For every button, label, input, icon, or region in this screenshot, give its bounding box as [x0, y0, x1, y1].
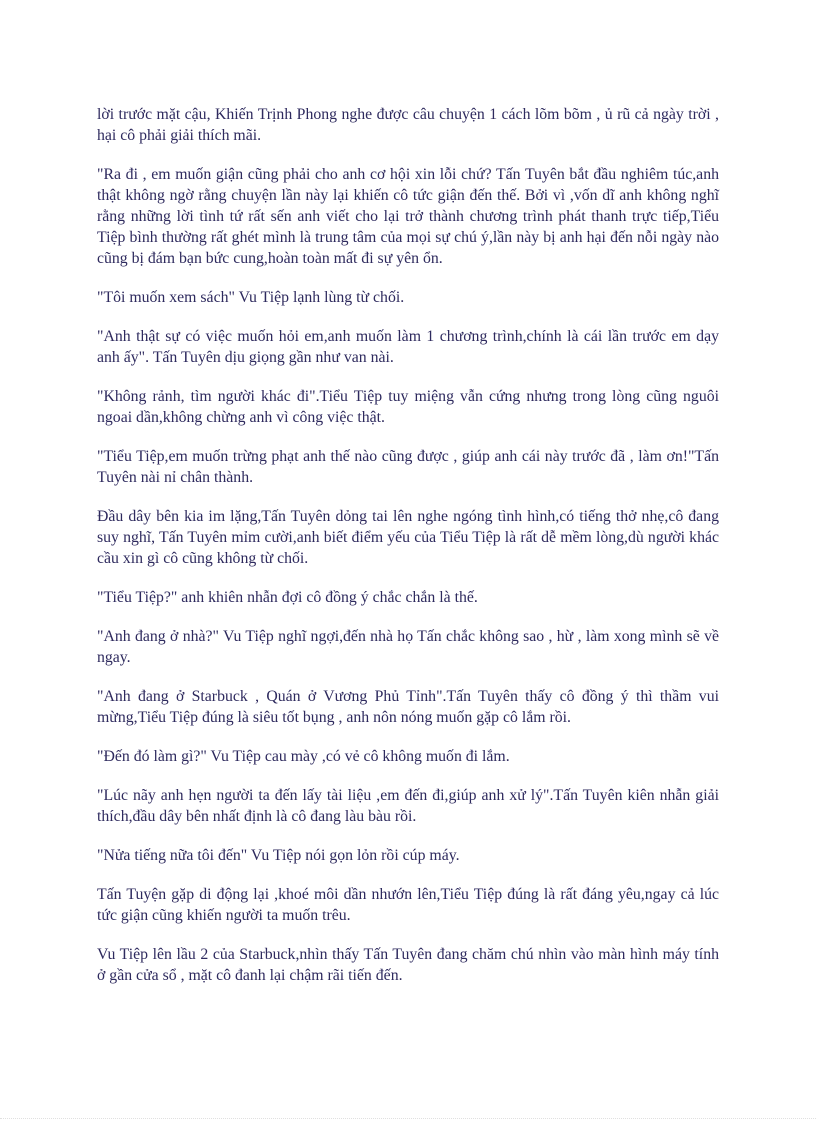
paragraph-9: "Anh đang ở nhà?" Vu Tiệp nghĩ ngợi,đến nhà họ Tấn chắc không sao , hừ , làm xong mình sẽ về ngay.	[97, 628, 719, 666]
page-bottom-divider	[0, 1118, 816, 1119]
paragraph-7: Đầu dây bên kia im lặng,Tấn Tuyên dỏng tai lên nghe ngóng tình hình,có tiếng thở nhẹ,cô đang suy nghĩ, Tấn Tuyên mỉm cười,anh biết điểm yếu của Tiểu Tiệp là rất dễ mềm lòng,dù người khác cầu xin gì cô cũng không từ chối.	[97, 508, 719, 567]
paragraph-2: "Ra đi , em muốn giận cũng phải cho anh cơ hội xin lỗi chứ? Tấn Tuyên bắt đầu nghiêm túc,anh thật không ngờ rằng chuyện lần này lại khiến cô tức giận đến thế. Bởi vì ,vốn dĩ anh không nghĩ rằng những lời tình tứ rất sến anh viết cho lại trở thành chương trình phát thanh trực tiếp,Tiểu Tiệp bình thường rất ghét mình là trung tâm của mọi sự chú ý,lần này bị anh hại đến nỗi ngày nào cũng bị đám bạn bức cung,hoàn toàn mất đi sự yên ổn.	[97, 166, 719, 267]
paragraph-10: "Anh đang ở Starbuck , Quán ở Vương Phủ Tỉnh".Tấn Tuyên thấy cô đồng ý thì thầm vui mừng,Tiểu Tiệp đúng là siêu tốt bụng , anh nôn nóng muốn gặp cô lắm rồi.	[97, 688, 719, 726]
paragraph-4: "Anh thật sự có việc muốn hỏi em,anh muốn làm 1 chương trình,chính là cái lần trước em dạy anh ấy". Tấn Tuyên dịu giọng gần như van nài.	[97, 328, 719, 366]
paragraph-8: "Tiểu Tiệp?" anh khiên nhẫn đợi cô đồng ý chắc chắn là thế.	[97, 589, 478, 606]
paragraph-12: "Lúc nãy anh hẹn người ta đến lấy tài liệu ,em đến đi,giúp anh xử lý".Tấn Tuyên kiên nhẫn giải thích,đầu dây bên nhất định là cô đang làu bàu rồi.	[97, 787, 719, 825]
paragraph-1: lời trước mặt cậu, Khiến Trịnh Phong nghe được câu chuyện 1 cách lõm bõm , ủ rũ cả ngày trời , hại cô phải giải thích mãi.	[97, 106, 719, 144]
paragraph-5: "Không rảnh, tìm người khác đi".Tiểu Tiệp tuy miệng vẫn cứng nhưng trong lòng cũng nguôi ngoai dần,không chừng anh vì công việc thật.	[97, 388, 719, 426]
document-body	[97, 104, 719, 1004]
paragraph-15: Vu Tiệp lên lầu 2 của Starbuck,nhìn thấy Tấn Tuyên đang chăm chú nhìn vào màn hình máy tính ở gần cửa sổ , mặt cô đanh lại chậm rãi tiến đến.	[97, 946, 719, 984]
paragraph-3: "Tôi muốn xem sách" Vu Tiệp lạnh lùng từ chối.	[97, 289, 405, 306]
paragraph-6: "Tiểu Tiệp,em muốn trừng phạt anh thế nào cũng được , giúp anh cái này trước đã , làm ơn!"Tấn Tuyên nài nỉ chân thành.	[97, 448, 719, 486]
paragraph-14: Tấn Tuyện gặp di động lại ,khoé môi dần nhướn lên,Tiểu Tiệp đúng là rất đáng yêu,ngay cả lúc tức giận cũng khiến người ta muốn trêu.	[97, 886, 719, 924]
paragraph-13: "Nửa tiếng nữa tôi đến" Vu Tiệp nói gọn lỏn rồi cúp máy.	[97, 847, 460, 864]
paragraph-11: "Đến đó làm gì?" Vu Tiệp cau mày ,có vẻ cô không muốn đi lắm.	[97, 748, 510, 765]
